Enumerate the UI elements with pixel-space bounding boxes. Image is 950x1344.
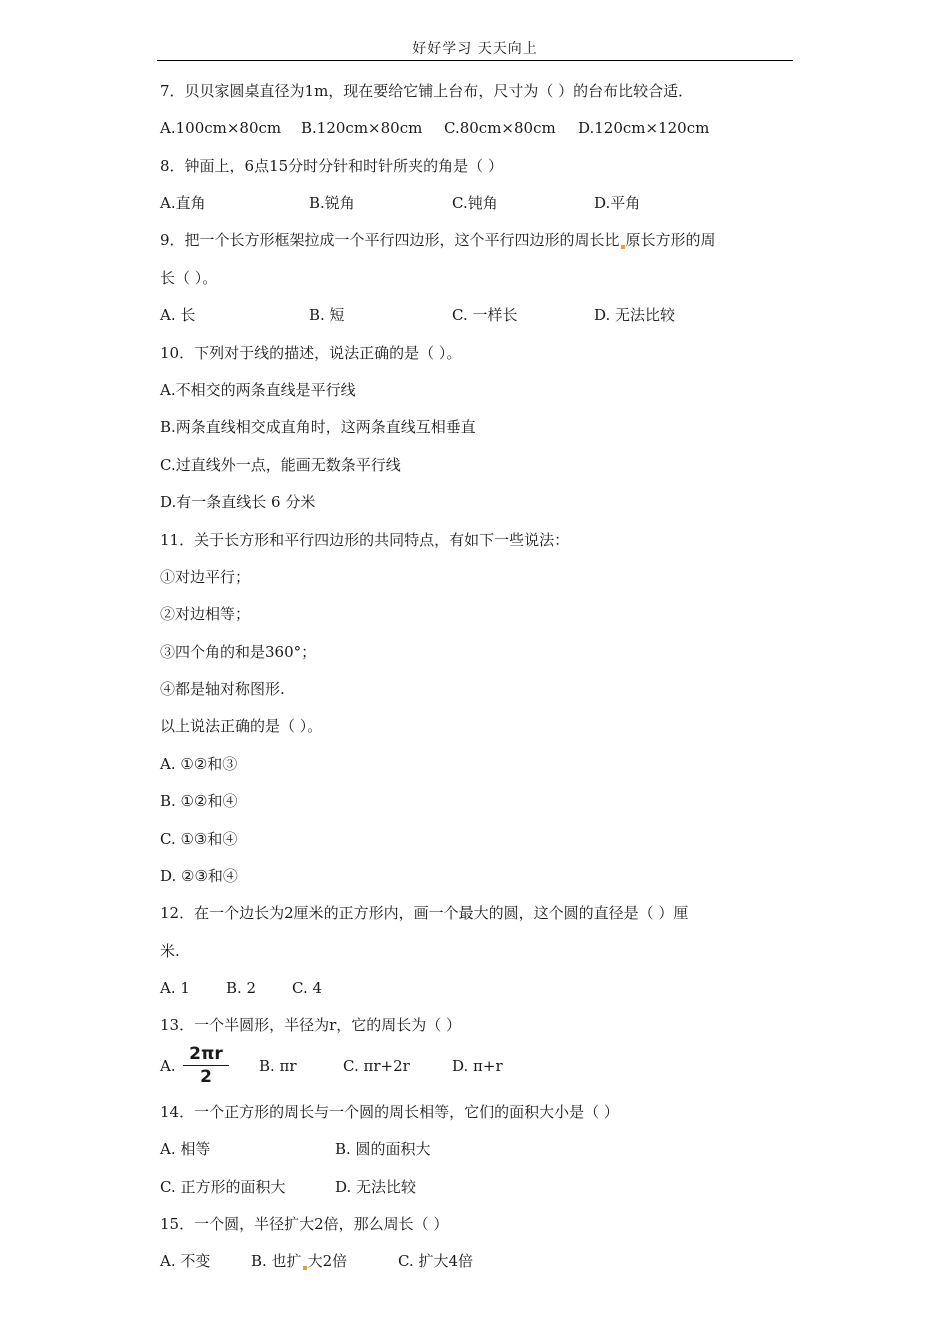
page-header: 好好学习 天天向上 [412,41,538,57]
question-12: 12．在一个边长为2厘米的正方形内，画一个最大的圆，这个圆的直径是（ ）厘 [160,904,689,922]
q7-option-d: D.120cm×120cm [578,119,710,137]
q15-option-b-part-2: 大2倍 [307,1252,348,1270]
fraction-numerator: 2πr [183,1044,229,1066]
edit-mark [303,1266,307,1270]
q8-option-b: B.锐角 [309,194,355,212]
q13-option-b: B. πr [259,1057,297,1075]
question-9-part-2: 原长方形的周 [625,231,716,249]
question-7: 7．贝贝家圆桌直径为1m，现在要给它铺上台布，尺寸为（ ）的台布比较合适． [160,82,694,100]
q10-option-b: B.两条直线相交成直角时，这两条直线互相垂直 [160,418,476,436]
question-9-continued: 长（ ）。 [160,269,218,287]
q12-option-b: B. 2 [226,979,257,997]
q9-option-c: C. 一样长 [452,306,518,324]
question-11: 11．关于长方形和平行四边形的共同特点，有如下一些说法： [160,531,570,549]
q15-option-b [251,1251,347,1271]
q7-option-b: B.120cm×80cm [301,119,423,137]
question-14: 14．一个正方形的周长与一个圆的周长相等，它们的面积大小是（ ） [160,1103,619,1121]
q12-option-a: A. 1 [160,979,190,997]
q7-option-a: A.100cm×80cm [160,119,282,137]
question-9-part-1: 9．把一个长方形框架拉成一个平行四边形，这个平行四边形的周长比 [160,231,620,249]
q11-prompt: 以上说法正确的是（ ）。 [160,717,323,735]
q9-option-b: B. 短 [309,306,345,324]
q11-statement-2: ②对边相等； [160,605,251,623]
question-8: 8．钟面上，6点15分时分针和时针所夹的角是（ ） [160,157,503,175]
q8-option-d: D.平角 [594,194,641,212]
question-13: 13．一个半圆形，半径为r，它的周长为（ ） [160,1016,462,1034]
q8-option-a: A.直角 [160,194,206,212]
q15-option-a: A. 不变 [160,1252,211,1270]
edit-mark [621,245,625,249]
q11-option-c: C. ①③和④ [160,830,238,848]
q14-option-c: C. 正方形的面积大 [160,1178,286,1196]
q9-option-a: A. 长 [160,306,196,324]
q13-option-a-label: A. [160,1057,176,1075]
q15-option-c: C. 扩大4倍 [398,1252,474,1270]
question-10: 10．下列对于线的描述，说法正确的是（ ）。 [160,344,462,362]
q14-option-d: D. 无法比较 [335,1178,417,1196]
q13-option-a-fraction [183,1044,229,1087]
q11-statement-3: ③四个角的和是360°； [160,643,317,661]
q13-option-c: C. πr+2r [343,1057,410,1075]
q14-option-b: B. 圆的面积大 [335,1140,431,1158]
q8-option-c: C.钝角 [452,194,498,212]
question-9 [160,230,716,250]
q14-option-a: A. 相等 [160,1140,211,1158]
q11-statement-4: ④都是轴对称图形. [160,680,285,698]
q7-option-c: C.80cm×80cm [444,119,556,137]
q10-option-a: A.不相交的两条直线是平行线 [160,381,356,399]
q15-option-b-part-1: B. 也扩 [251,1252,302,1270]
q12-option-c: C. 4 [292,979,323,997]
q11-statement-1: ①对边平行； [160,568,251,586]
q10-option-c: C.过直线外一点，能画无数条平行线 [160,456,401,474]
q9-option-d: D. 无法比较 [594,306,676,324]
question-15: 15．一个圆，半径扩大2倍，那么周长（ ） [160,1215,449,1233]
q11-option-a: A. ①②和③ [160,755,238,773]
q13-option-d: D. π+r [452,1057,503,1075]
header-divider [157,60,793,61]
fraction-denominator: 2 [200,1067,212,1087]
question-12-continued: 米. [160,942,180,960]
q10-option-d: D.有一条直线长 6 分米 [160,493,316,511]
q11-option-d: D. ②③和④ [160,867,238,885]
q11-option-b: B. ①②和④ [160,792,238,810]
